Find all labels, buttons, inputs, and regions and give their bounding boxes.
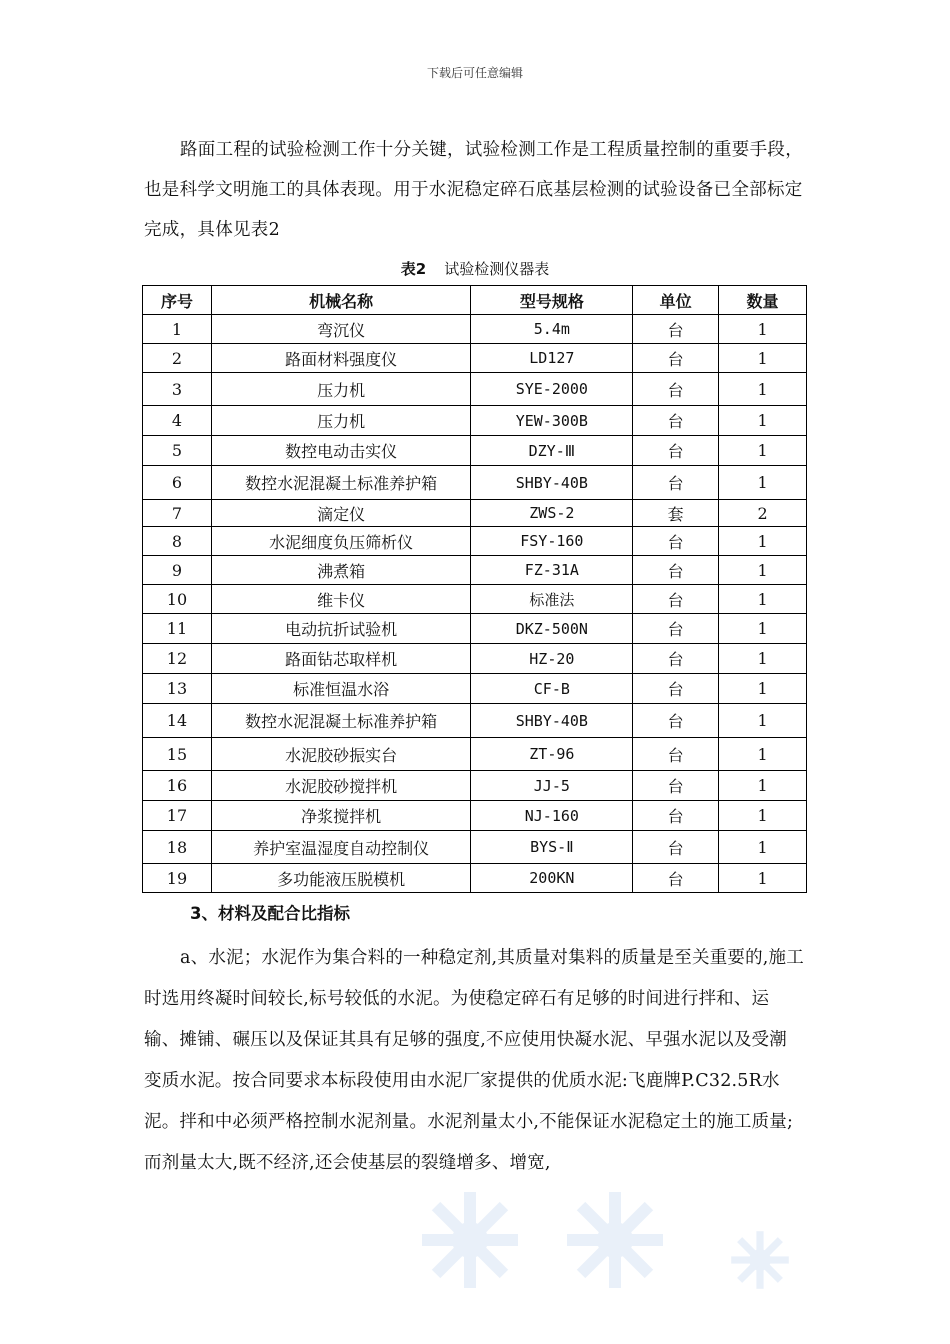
cell-name: 数控电动击实仪	[211, 436, 471, 466]
table-row	[143, 614, 807, 644]
cell-name: 压力机	[211, 373, 471, 406]
cell-unit: 台	[633, 801, 719, 831]
cell-index: 18	[143, 831, 212, 864]
cell-name: 维卡仪	[211, 585, 471, 614]
header-name: 机械名称	[211, 286, 471, 315]
cell-unit: 台	[633, 344, 719, 373]
table-row	[143, 406, 807, 436]
table-row	[143, 500, 807, 527]
cell-model: NJ-160	[471, 801, 633, 831]
cell-model: HZ-20	[471, 644, 633, 674]
cell-unit: 台	[633, 466, 719, 500]
cell-model: BYS-Ⅱ	[471, 831, 633, 864]
cell-index: 17	[143, 801, 212, 831]
snowflake-watermark-icon	[565, 1190, 665, 1290]
cell-name: 弯沉仪	[211, 315, 471, 344]
table-header-row	[143, 286, 807, 315]
cell-model: DKZ-500N	[471, 614, 633, 644]
cell-model: LD127	[471, 344, 633, 373]
cell-qty: 1	[719, 674, 807, 704]
cell-index: 8	[143, 527, 212, 556]
table-row	[143, 556, 807, 585]
cell-index: 4	[143, 406, 212, 436]
cell-name: 数控水泥混凝土标准养护箱	[211, 704, 471, 738]
cell-qty: 1	[719, 644, 807, 674]
cell-index: 3	[143, 373, 212, 406]
cell-model: SHBY-40B	[471, 704, 633, 738]
cell-model: JJ-5	[471, 771, 633, 801]
cell-qty: 1	[719, 436, 807, 466]
cell-name: 压力机	[211, 406, 471, 436]
cell-model: YEW-300B	[471, 406, 633, 436]
table-row	[143, 864, 807, 893]
cell-model: FSY-160	[471, 527, 633, 556]
snowflake-watermark-icon	[730, 1230, 790, 1290]
cell-name: 标准恒温水浴	[211, 674, 471, 704]
cell-name: 养护室温湿度自动控制仪	[211, 831, 471, 864]
cell-qty: 1	[719, 738, 807, 771]
cell-index: 10	[143, 585, 212, 614]
table-caption-title: 试验检测仪器表	[444, 260, 550, 278]
cell-index: 2	[143, 344, 212, 373]
cell-unit: 台	[633, 436, 719, 466]
cell-index: 19	[143, 864, 212, 893]
cell-qty: 1	[719, 527, 807, 556]
cell-index: 5	[143, 436, 212, 466]
cell-index: 7	[143, 500, 212, 527]
cell-qty: 1	[719, 315, 807, 344]
cement-paragraph	[144, 938, 804, 1184]
cell-unit: 台	[633, 406, 719, 436]
table-row	[143, 831, 807, 864]
cell-model: ZT-96	[471, 738, 633, 771]
table-row	[143, 644, 807, 674]
header-index: 序号	[143, 286, 212, 315]
table-row	[143, 466, 807, 500]
cell-model: SHBY-40B	[471, 466, 633, 500]
cell-unit: 台	[633, 373, 719, 406]
cell-qty: 1	[719, 831, 807, 864]
cell-qty: 1	[719, 614, 807, 644]
cell-unit: 台	[633, 585, 719, 614]
cell-qty: 1	[719, 704, 807, 738]
cell-unit: 台	[633, 644, 719, 674]
intro-paragraph	[144, 130, 804, 250]
cell-model: SYE-2000	[471, 373, 633, 406]
instrument-table	[142, 285, 807, 893]
cell-name: 水泥细度负压筛析仪	[211, 527, 471, 556]
cell-qty: 1	[719, 585, 807, 614]
table-caption-number: 表2	[400, 260, 427, 278]
cell-index: 15	[143, 738, 212, 771]
cell-name: 净浆搅拌机	[211, 801, 471, 831]
table-row	[143, 704, 807, 738]
table-row	[143, 771, 807, 801]
header-model: 型号规格	[471, 286, 633, 315]
cell-model: DZY-Ⅲ	[471, 436, 633, 466]
cell-name: 路面钻芯取样机	[211, 644, 471, 674]
cell-unit: 套	[633, 500, 719, 527]
cell-index: 11	[143, 614, 212, 644]
cell-unit: 台	[633, 738, 719, 771]
cell-name: 沸煮箱	[211, 556, 471, 585]
cell-unit: 台	[633, 771, 719, 801]
cell-name: 滴定仪	[211, 500, 471, 527]
cell-name: 电动抗折试验机	[211, 614, 471, 644]
table-row	[143, 738, 807, 771]
table-row	[143, 373, 807, 406]
intro-text: 路面工程的试验检测工作十分关键，试验检测工作是工程质量控制的重要手段，也是科学文明施工的具体表现。用于水泥稳定碎石底基层检测的试验设备已全部标定完成，具体见表2	[144, 140, 803, 240]
cell-qty: 1	[719, 864, 807, 893]
cell-index: 16	[143, 771, 212, 801]
cell-name: 水泥胶砂振实台	[211, 738, 471, 771]
cell-name: 水泥胶砂搅拌机	[211, 771, 471, 801]
cell-qty: 2	[719, 500, 807, 527]
cell-unit: 台	[633, 674, 719, 704]
snowflake-watermark-icon	[420, 1190, 520, 1290]
cell-unit: 台	[633, 704, 719, 738]
cell-unit: 台	[633, 315, 719, 344]
table-row	[143, 527, 807, 556]
table-row	[143, 344, 807, 373]
cell-model: 200KN	[471, 864, 633, 893]
cell-unit: 台	[633, 864, 719, 893]
cell-qty: 1	[719, 801, 807, 831]
table-body	[143, 315, 807, 893]
cell-qty: 1	[719, 466, 807, 500]
cell-model: CF-B	[471, 674, 633, 704]
table-row	[143, 801, 807, 831]
cell-model: ZWS-2	[471, 500, 633, 527]
cell-qty: 1	[719, 771, 807, 801]
cell-index: 6	[143, 466, 212, 500]
cell-unit: 台	[633, 614, 719, 644]
cell-qty: 1	[719, 406, 807, 436]
cell-name: 多功能液压脱模机	[211, 864, 471, 893]
header-unit: 单位	[633, 286, 719, 315]
cell-unit: 台	[633, 831, 719, 864]
table-row	[143, 315, 807, 344]
cell-unit: 台	[633, 527, 719, 556]
cement-text: a、水泥；水泥作为集合料的一种稳定剂,其质量对集料的质量是至关重要的,施工时选用终凝时间较长,标号较低的水泥。为使稳定碎石有足够的时间进行拌和、运输、摊铺、碾压以及保证其具有足够的强度,不应使用快凝水泥、早强水泥以及受潮变质水泥。按合同要求本标段使用由水泥厂家提供的优质水泥:飞鹿牌P.C32.5R水泥。拌和中必须严格控制水泥剂量。水泥剂量太小,不能保证水泥稳定土的施工质量;而剂量太大,既不经济,还会使基层的裂缝增多、增宽,	[144, 948, 804, 1173]
cell-index: 12	[143, 644, 212, 674]
cell-qty: 1	[719, 344, 807, 373]
cell-model: 5.4m	[471, 315, 633, 344]
cell-unit: 台	[633, 556, 719, 585]
cell-qty: 1	[719, 556, 807, 585]
cell-index: 9	[143, 556, 212, 585]
cell-index: 14	[143, 704, 212, 738]
table-caption	[0, 258, 950, 279]
cell-qty: 1	[719, 373, 807, 406]
table-row	[143, 674, 807, 704]
table-row	[143, 585, 807, 614]
header-qty: 数量	[719, 286, 807, 315]
cell-name: 数控水泥混凝土标准养护箱	[211, 466, 471, 500]
cell-model: 标准法	[471, 585, 633, 614]
cell-model: FZ-31A	[471, 556, 633, 585]
cell-name: 路面材料强度仪	[211, 344, 471, 373]
section-heading: 3、材料及配合比指标	[190, 904, 350, 923]
cell-index: 13	[143, 674, 212, 704]
page-header: 下载后可任意编辑	[426, 66, 523, 80]
cell-index: 1	[143, 315, 212, 344]
table-row	[143, 436, 807, 466]
